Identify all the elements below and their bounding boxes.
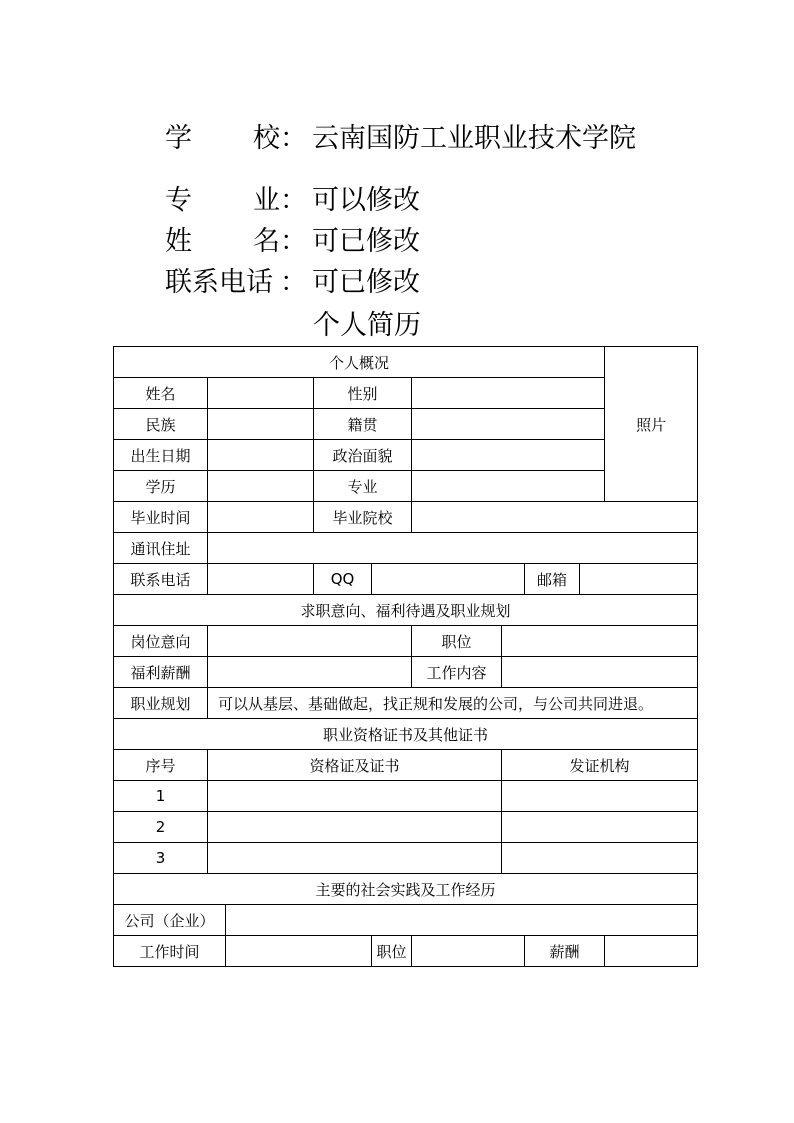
job-section-title: 求职意向、福利待遇及职业规划 [114, 595, 698, 626]
cert-name-header: 资格证及证书 [208, 750, 502, 781]
cert-row-number: 2 [114, 812, 208, 843]
cert-name-cell[interactable] [208, 812, 502, 843]
gender-label: 性别 [314, 378, 412, 409]
graduation-time-label: 毕业时间 [114, 502, 208, 533]
address-value-cell[interactable] [208, 533, 698, 564]
table-row [114, 781, 698, 812]
graduation-school-value-cell[interactable] [412, 502, 698, 533]
company-value-cell[interactable] [226, 905, 698, 936]
ethnicity-value-cell[interactable] [208, 409, 314, 440]
practice-section-title: 主要的社会实践及工作经历 [114, 874, 698, 905]
major-colon: ： [280, 185, 307, 216]
contact-phone-value-cell[interactable] [208, 564, 314, 595]
political-status-label: 政治面貌 [314, 440, 412, 471]
work-time-value-cell[interactable] [226, 936, 372, 967]
birth-date-label: 出生日期 [114, 440, 208, 471]
work-time-label: 工作时间 [114, 936, 226, 967]
contact-phone-label: 联系电话 [114, 564, 208, 595]
work-salary-label: 薪酬 [525, 936, 605, 967]
cert-no-header: 序号 [114, 750, 208, 781]
major-label-char2: 业 [253, 185, 280, 216]
native-place-value-cell[interactable] [412, 409, 605, 440]
name-label-char2: 名 [253, 226, 280, 257]
company-label: 公司（企业） [114, 905, 226, 936]
job-intent-label: 岗位意向 [114, 626, 208, 657]
work-position-value-cell[interactable] [412, 936, 525, 967]
name-value-cell[interactable] [208, 378, 314, 409]
salary-value-cell[interactable] [208, 657, 412, 688]
school-line [165, 123, 685, 155]
name-line [165, 226, 465, 258]
job-intent-value-cell[interactable] [208, 626, 412, 657]
photo-cell[interactable]: 照片 [605, 347, 698, 502]
phone-colon: ： [280, 267, 307, 298]
education-label: 学历 [114, 471, 208, 502]
school-colon: ： [280, 123, 307, 154]
major-value-cell[interactable] [412, 471, 605, 502]
graduation-time-value-cell[interactable] [208, 502, 314, 533]
native-place-label: 籍贯 [314, 409, 412, 440]
work-content-label: 工作内容 [412, 657, 502, 688]
salary-label: 福利薪酬 [114, 657, 208, 688]
cert-org-cell[interactable] [502, 812, 698, 843]
name-colon: ： [280, 226, 307, 257]
document-title: 个人简历 [313, 310, 421, 341]
school-value: 云南国防工业职业技术学院 [312, 123, 636, 154]
cert-org-cell[interactable] [502, 843, 698, 874]
work-content-value-cell[interactable] [502, 657, 698, 688]
career-plan-label: 职业规划 [114, 688, 208, 719]
cert-row-number: 3 [114, 843, 208, 874]
cert-row-number: 1 [114, 781, 208, 812]
name-label: 姓名 [114, 378, 208, 409]
political-status-value-cell[interactable] [412, 440, 605, 471]
graduation-school-label: 毕业院校 [314, 502, 412, 533]
career-plan-value[interactable]: 可以从基层、基础做起，找正规和发展的公司，与公司共同进退。 [208, 688, 698, 719]
email-value-cell[interactable] [580, 564, 698, 595]
birth-date-value-cell[interactable] [208, 440, 314, 471]
overview-title: 个人概况 [114, 347, 605, 378]
table-row [114, 812, 698, 843]
email-label: 邮箱 [525, 564, 580, 595]
work-position-label: 职位 [372, 936, 412, 967]
address-label: 通讯住址 [114, 533, 208, 564]
table-row [114, 843, 698, 874]
school-label-char2: 校 [253, 123, 280, 154]
cert-name-cell[interactable] [208, 781, 502, 812]
ethnicity-label: 民族 [114, 409, 208, 440]
phone-line [165, 267, 465, 299]
resume-table [113, 346, 698, 967]
cert-org-cell[interactable] [502, 781, 698, 812]
cert-name-cell[interactable] [208, 843, 502, 874]
cert-section-title: 职业资格证书及其他证书 [114, 719, 698, 750]
position-label: 职位 [412, 626, 502, 657]
phone-label: 联系电话 [165, 267, 273, 298]
phone-value: 可已修改 [312, 267, 420, 298]
gender-value-cell[interactable] [412, 378, 605, 409]
name-label-char1: 姓 [165, 226, 192, 257]
qq-value-cell[interactable] [372, 564, 525, 595]
major-label: 专业 [314, 471, 412, 502]
major-value: 可以修改 [312, 185, 420, 216]
position-value-cell[interactable] [502, 626, 698, 657]
qq-label: QQ [314, 564, 372, 595]
major-label-char1: 专 [165, 185, 192, 216]
work-salary-value-cell[interactable] [605, 936, 698, 967]
school-label-char1: 学 [165, 123, 192, 154]
name-value: 可已修改 [312, 226, 420, 257]
cert-org-header: 发证机构 [502, 750, 698, 781]
major-line [165, 185, 465, 217]
education-value-cell[interactable] [208, 471, 314, 502]
